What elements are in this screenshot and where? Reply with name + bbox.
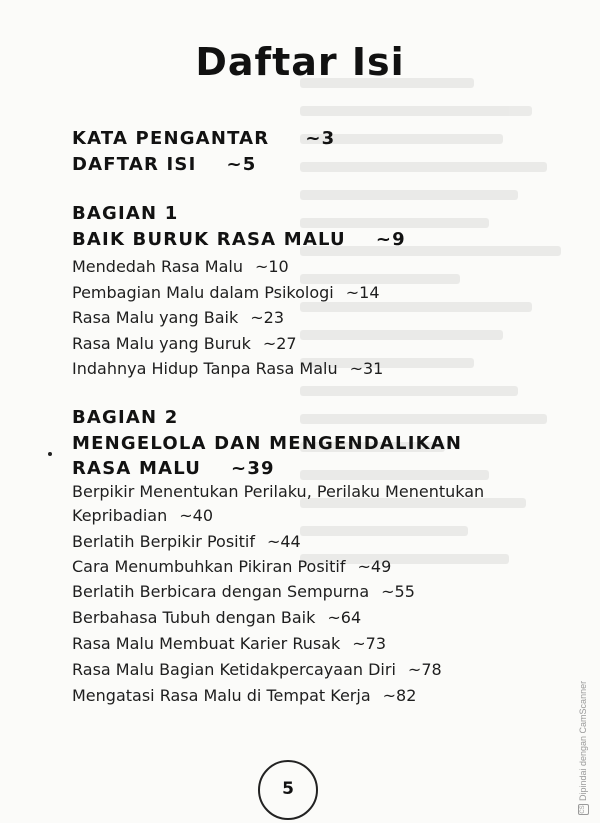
toc-item[interactable] (72, 686, 416, 705)
part2-title-line1[interactable]: MENGELOLA DAN MENGENDALIKAN (72, 433, 463, 454)
toc-item-page: ~73 (352, 634, 387, 653)
toc-entry-page: ~3 (305, 128, 336, 149)
toc-item-label: Indahnya Hidup Tanpa Rasa Malu (72, 359, 338, 378)
scanner-watermark (578, 681, 589, 815)
part1-title-label: BAIK BURUK RASA MALU (72, 229, 346, 250)
toc-item-page: ~40 (179, 506, 213, 525)
toc-item[interactable] (72, 557, 391, 576)
toc-item[interactable] (72, 532, 301, 551)
toc-item-page: ~14 (345, 283, 380, 302)
toc-item-label: Rasa Malu Bagian Ketidakpercayaan Diri (72, 660, 396, 679)
camscanner-logo-icon: CS (578, 804, 589, 815)
toc-entry-daftar-isi[interactable] (72, 154, 256, 175)
toc-item-label: Berlatih Berpikir Positif (72, 532, 255, 551)
toc-item-continuation[interactable] (72, 506, 213, 525)
page-title: Daftar Isi (195, 40, 405, 84)
toc-item[interactable] (72, 608, 361, 627)
part2-title-line2[interactable] (72, 458, 275, 479)
toc-item[interactable] (72, 660, 442, 679)
part1-title[interactable] (72, 229, 406, 250)
part1-heading: BAGIAN 1 (72, 203, 179, 224)
toc-item-page: ~31 (349, 359, 384, 378)
toc-item-label: Berpikir Menentukan Perilaku, Perilaku Menentukan (72, 482, 485, 501)
toc-item-page: ~64 (327, 608, 362, 627)
toc-item[interactable] (72, 582, 415, 601)
toc-item-label: Berlatih Berbicara dengan Sempurna (72, 582, 370, 601)
toc-item-label: Rasa Malu Membuat Karier Rusak (72, 634, 341, 653)
toc-item-label: Berbahasa Tubuh dengan Baik (72, 608, 316, 627)
toc-item-page: ~82 (382, 686, 417, 705)
toc-item[interactable] (72, 283, 380, 302)
part2-title-label: RASA MALU (72, 458, 202, 479)
part2-title-page: ~39 (231, 458, 275, 479)
toc-item-label: Pembagian Malu dalam Psikologi (72, 283, 334, 302)
toc-item-label: Kepribadian (72, 506, 168, 525)
toc-item-page: ~49 (357, 557, 392, 576)
toc-item[interactable] (72, 634, 386, 653)
watermark-text: Dipindai dengan CamScanner (578, 680, 588, 801)
toc-item-page: ~10 (254, 257, 289, 276)
toc-item[interactable] (72, 359, 383, 378)
toc-item-page: ~23 (250, 308, 284, 327)
toc-entry-kata-pengantar[interactable] (72, 128, 335, 149)
speck-mark (48, 452, 52, 456)
toc-item-label: Rasa Malu yang Buruk (72, 334, 251, 353)
part2-heading: BAGIAN 2 (72, 407, 179, 428)
toc-entry-label: DAFTAR ISI (72, 154, 197, 175)
toc-item-page: ~27 (262, 334, 297, 353)
toc-item-label: Cara Menumbuhkan Pikiran Positif (72, 557, 346, 576)
toc-item[interactable] (72, 334, 297, 353)
toc-item-page: ~78 (407, 660, 442, 679)
toc-entry-page: ~5 (226, 154, 257, 175)
toc-item-label: Rasa Malu yang Baik (72, 308, 239, 327)
toc-item-label: Mengatasi Rasa Malu di Tempat Kerja (72, 686, 371, 705)
toc-item-page: ~44 (266, 532, 301, 551)
toc-item[interactable] (72, 482, 484, 501)
toc-item[interactable] (72, 257, 289, 276)
page-number: 5 (258, 760, 318, 820)
part1-title-page: ~9 (375, 229, 406, 250)
toc-item-label: Mendedah Rasa Malu (72, 257, 243, 276)
toc-item[interactable] (72, 308, 284, 327)
toc-item-page: ~55 (381, 582, 415, 601)
toc-entry-label: KATA PENGANTAR (72, 128, 270, 149)
